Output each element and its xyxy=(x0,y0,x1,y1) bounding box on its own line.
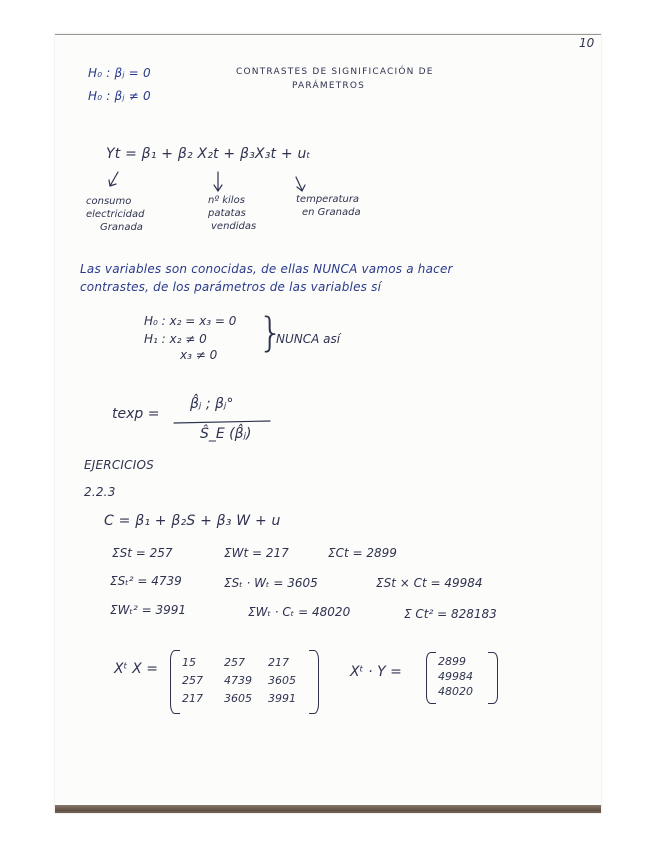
sum-wt: ΣWt = 217 xyxy=(224,546,289,560)
vector-cell: 49984 xyxy=(438,670,473,683)
right-paren-icon xyxy=(309,650,319,714)
sum-st-wt: ΣSₜ · Wₜ = 3605 xyxy=(224,576,318,590)
exercises-heading: EJERCICIOS xyxy=(84,458,154,472)
xtx-matrix xyxy=(182,656,308,705)
label-line: nº kilos xyxy=(208,195,245,206)
system-h1: H₁ : x₂ ≠ 0 xyxy=(144,332,207,346)
vector-cell: 2899 xyxy=(438,655,466,668)
matrix-cell: 3991 xyxy=(268,692,296,705)
label-line: temperatura xyxy=(296,194,360,205)
matrix-cell: 4739 xyxy=(224,674,252,687)
model-label-y xyxy=(86,195,145,234)
model-label-x3 xyxy=(296,193,361,219)
xty-vector xyxy=(438,655,486,698)
label-line: electricidad xyxy=(86,209,145,220)
system-h1b: x₃ ≠ 0 xyxy=(180,348,218,362)
sum-wt2: ΣWₜ² = 3991 xyxy=(110,603,187,617)
texp-denominator: Ŝ_E (β̂ⱼ) xyxy=(200,426,252,442)
page-bottom-edge xyxy=(55,805,601,811)
xtx-label: Xᵗ X = xyxy=(114,661,158,677)
texp-numerator: β̂ⱼ ; βⱼ° xyxy=(190,396,234,412)
system-h0: H₀ : x₂ = x₃ = 0 xyxy=(144,314,237,328)
label-line: en Granada xyxy=(302,207,361,218)
paragraph-line1: Las variables son conocidas, de ellas NUNCA vamos a hacer xyxy=(80,262,453,276)
sum-ct2: Σ Ct² = 828183 xyxy=(404,607,497,621)
model-label-x2 xyxy=(208,194,256,233)
left-paren-icon xyxy=(170,650,180,714)
exercise-model: C = β₁ + β₂S + β₃ W + u xyxy=(104,513,281,529)
sum-st: ΣSt = 257 xyxy=(112,546,173,560)
matrix-cell: 3605 xyxy=(268,674,296,687)
sum-wt-ct: ΣWₜ · Cₜ = 48020 xyxy=(248,605,351,619)
label-line: Granada xyxy=(100,222,143,233)
paragraph-line2: contrastes, de los parámetros de las variables sí xyxy=(80,280,382,294)
model-equation: Yt = β₁ + β₂ X₂t + β₃X₃t + uₜ xyxy=(106,146,311,162)
hypothesis-h1-top: H₀ : βⱼ ≠ 0 xyxy=(88,89,151,103)
page-title-line2: PARÁMETROS xyxy=(292,81,366,91)
system-note: NUNCA así xyxy=(276,332,341,346)
page-number: 10 xyxy=(579,36,595,50)
brace-icon: } xyxy=(258,310,284,356)
matrix-cell: 217 xyxy=(268,656,289,669)
label-line: vendidas xyxy=(211,221,257,232)
right-paren-icon xyxy=(488,652,498,704)
sum-st-ct: ΣSt × Ct = 49984 xyxy=(376,576,483,590)
hypothesis-h0-top: H₀ : βⱼ = 0 xyxy=(88,66,151,80)
matrix-cell: 15 xyxy=(182,656,196,669)
xty-label: Xᵗ · Y = xyxy=(350,664,402,680)
left-paren-icon xyxy=(426,652,436,704)
label-line: consumo xyxy=(86,196,132,207)
label-line: patatas xyxy=(208,208,246,219)
exercise-number: 2.2.3 xyxy=(84,485,116,499)
matrix-cell: 257 xyxy=(182,674,203,687)
matrix-cell: 257 xyxy=(224,656,245,669)
page-title-line1: CONTRASTES DE SIGNIFICACIÓN DE xyxy=(236,67,434,77)
texp-label: texp = xyxy=(112,406,160,422)
matrix-cell: 3605 xyxy=(224,692,252,705)
matrix-cell: 217 xyxy=(182,692,203,705)
vector-cell: 48020 xyxy=(438,685,473,698)
sum-ct: ΣCt = 2899 xyxy=(328,546,397,560)
sum-st2: ΣSₜ² = 4739 xyxy=(110,574,182,588)
